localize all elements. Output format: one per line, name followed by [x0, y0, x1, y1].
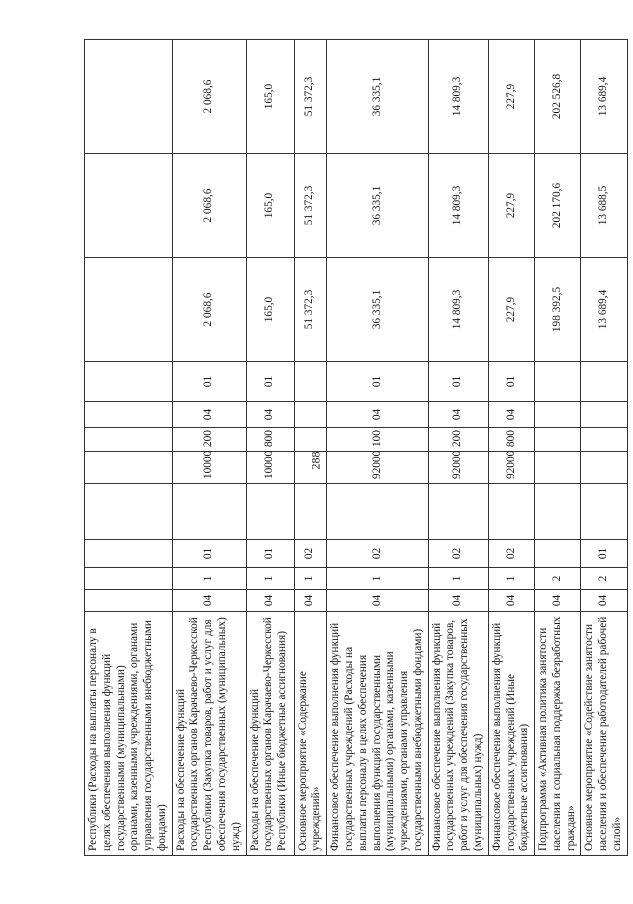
classification-code: 02 — [428, 540, 488, 568]
classification-code: 04 — [535, 590, 581, 612]
amount-cell: 51 372,3 — [294, 258, 327, 362]
classification-code — [85, 428, 173, 452]
amount-cell: 227,9 — [488, 40, 534, 154]
classification-code: 02 — [488, 540, 534, 568]
classification-code — [581, 428, 627, 452]
amount-cell: 165,0 — [246, 154, 294, 258]
classification-code: 04 — [488, 590, 534, 612]
classification-code: 92000 — [488, 452, 534, 484]
classification-code — [535, 540, 581, 568]
classification-code — [535, 362, 581, 402]
classification-code — [294, 452, 327, 484]
amount-cell: 202 170,6 — [535, 154, 581, 258]
amount-cell: 165,0 — [246, 258, 294, 362]
classification-code: 92000 — [428, 452, 488, 484]
amount-cell: 198 392,5 — [535, 258, 581, 362]
classification-code: 2 — [535, 568, 581, 590]
amount-cell: 36 335,1 — [327, 154, 428, 258]
table-row — [535, 40, 581, 856]
amount-cell: 13 689,4 — [581, 258, 627, 362]
classification-code: 01 — [172, 362, 246, 402]
row-description: Финансовое обеспечение выполнения функций государственных учреждений (Расходы на выплаты персоналу в целях обеспечения выполнения функций государственными (муниципальными) органами, казенными учреждениями, органами управления государственными внебюджетными фондами) — [327, 612, 428, 856]
amount-cell: 51 372,3 — [294, 154, 327, 258]
classification-code — [85, 590, 173, 612]
table-row — [246, 40, 294, 856]
table-row — [581, 40, 627, 856]
classification-code — [294, 402, 327, 428]
classification-code: 04 — [428, 590, 488, 612]
empty-cell — [581, 484, 627, 540]
classification-code — [581, 402, 627, 428]
row-description: Расходы на обеспечение функций государственных органов Карачаево-Черкесской Республики (Закупка товаров, работ и услуг для обеспечения государственных (муниципальных) нужд) — [172, 612, 246, 856]
classification-code — [535, 452, 581, 484]
table-row — [172, 40, 246, 856]
classification-code: 01 — [172, 540, 246, 568]
row-description: Расходы на обеспечение функций государственных органов Карачаево-Черкесской Республики (Иные бюджетные ассигнования) — [246, 612, 294, 856]
classification-code: 800 — [488, 428, 534, 452]
classification-code: 04 — [294, 590, 327, 612]
amount-cell: 2 068,6 — [172, 154, 246, 258]
table-row — [327, 40, 428, 856]
classification-code — [294, 428, 327, 452]
classification-code: 10000 — [246, 452, 294, 484]
classification-code: 04 — [327, 590, 428, 612]
amount-cell: 13 688,5 — [581, 154, 627, 258]
row-description: Основное мероприятие «Содействие занятости населения и обеспечение работодателей рабочей силой» — [581, 612, 627, 856]
amount-cell — [85, 258, 173, 362]
amount-cell: 2 068,6 — [172, 258, 246, 362]
row-description: Финансовое обеспечение выполнения функций государственных учреждений (Закупка товаров, работ и услуг для обеспечения государственных (муниципальных) нужд) — [428, 612, 488, 856]
classification-code: 92000 — [327, 452, 428, 484]
classification-code: 01 — [488, 362, 534, 402]
amount-cell: 227,9 — [488, 154, 534, 258]
classification-code: 1 — [172, 568, 246, 590]
classification-code: 04 — [327, 402, 428, 428]
classification-code: 1 — [327, 568, 428, 590]
classification-code — [85, 452, 173, 484]
amount-cell — [85, 154, 173, 258]
classification-code: 01 — [246, 540, 294, 568]
classification-code: 04 — [172, 402, 246, 428]
classification-code: 200 — [428, 428, 488, 452]
classification-code: 800 — [246, 428, 294, 452]
page-number: 288 — [308, 451, 323, 470]
row-description: Республики (Расходы на выплаты персоналу в целях обеспечения выполнения функций государственными (муниципальными) органами, казенными учреждениями, органами управления государственными внебюджетными фондами) — [85, 612, 173, 856]
empty-cell — [488, 484, 534, 540]
classification-code: 04 — [428, 402, 488, 428]
table-row — [85, 40, 173, 856]
classification-code: 1 — [246, 568, 294, 590]
classification-code: 100 — [327, 428, 428, 452]
amount-cell: 14 809,3 — [428, 258, 488, 362]
classification-code: 02 — [327, 540, 428, 568]
classification-code — [85, 362, 173, 402]
amount-cell: 36 335,1 — [327, 258, 428, 362]
row-description: Основное мероприятие «Содержание учреждений» — [294, 612, 327, 856]
empty-cell — [246, 484, 294, 540]
classification-code: 01 — [246, 362, 294, 402]
amount-cell: 51 372,3 — [294, 40, 327, 154]
classification-code — [85, 568, 173, 590]
classification-code — [581, 452, 627, 484]
amount-cell: 165,0 — [246, 40, 294, 154]
amount-cell: 36 335,1 — [327, 40, 428, 154]
empty-cell — [428, 484, 488, 540]
row-description: Финансовое обеспечение выполнения функций государственных учреждений (Иные бюджетные ассигнования) — [488, 612, 534, 856]
classification-code: 04 — [488, 402, 534, 428]
classification-code: 04 — [246, 402, 294, 428]
amount-cell: 2 068,6 — [172, 40, 246, 154]
classification-code: 1 — [428, 568, 488, 590]
classification-code: 04 — [172, 590, 246, 612]
table-row — [428, 40, 488, 856]
classification-code: 01 — [581, 540, 627, 568]
classification-code — [294, 362, 327, 402]
amount-cell: 227,9 — [488, 258, 534, 362]
classification-code — [535, 402, 581, 428]
table-row — [488, 40, 534, 856]
rotated-table-container — [84, 40, 623, 856]
empty-cell — [327, 484, 428, 540]
classification-code: 1 — [294, 568, 327, 590]
classification-code: 04 — [581, 590, 627, 612]
classification-code — [85, 540, 173, 568]
amount-cell: 14 809,3 — [428, 154, 488, 258]
amount-cell: 13 689,4 — [581, 40, 627, 154]
classification-code: 1 — [488, 568, 534, 590]
classification-code: 2 — [581, 568, 627, 590]
classification-code — [581, 362, 627, 402]
empty-cell — [294, 484, 327, 540]
amount-cell: 202 526,8 — [535, 40, 581, 154]
budget-table — [84, 39, 628, 856]
classification-code: 04 — [246, 590, 294, 612]
amount-cell — [85, 40, 173, 154]
classification-code: 01 — [428, 362, 488, 402]
classification-code: 200 — [172, 428, 246, 452]
empty-cell — [535, 484, 581, 540]
classification-code: 02 — [294, 540, 327, 568]
amount-cell: 14 809,3 — [428, 40, 488, 154]
classification-code: 01 — [327, 362, 428, 402]
classification-code — [535, 428, 581, 452]
empty-cell — [172, 484, 246, 540]
row-description: Подпрограмма «Активная политика занятости населения и социальная поддержка безработных граждан» — [535, 612, 581, 856]
empty-cell — [85, 484, 173, 540]
classification-code — [85, 402, 173, 428]
classification-code: 10000 — [172, 452, 246, 484]
table-row — [294, 40, 327, 856]
